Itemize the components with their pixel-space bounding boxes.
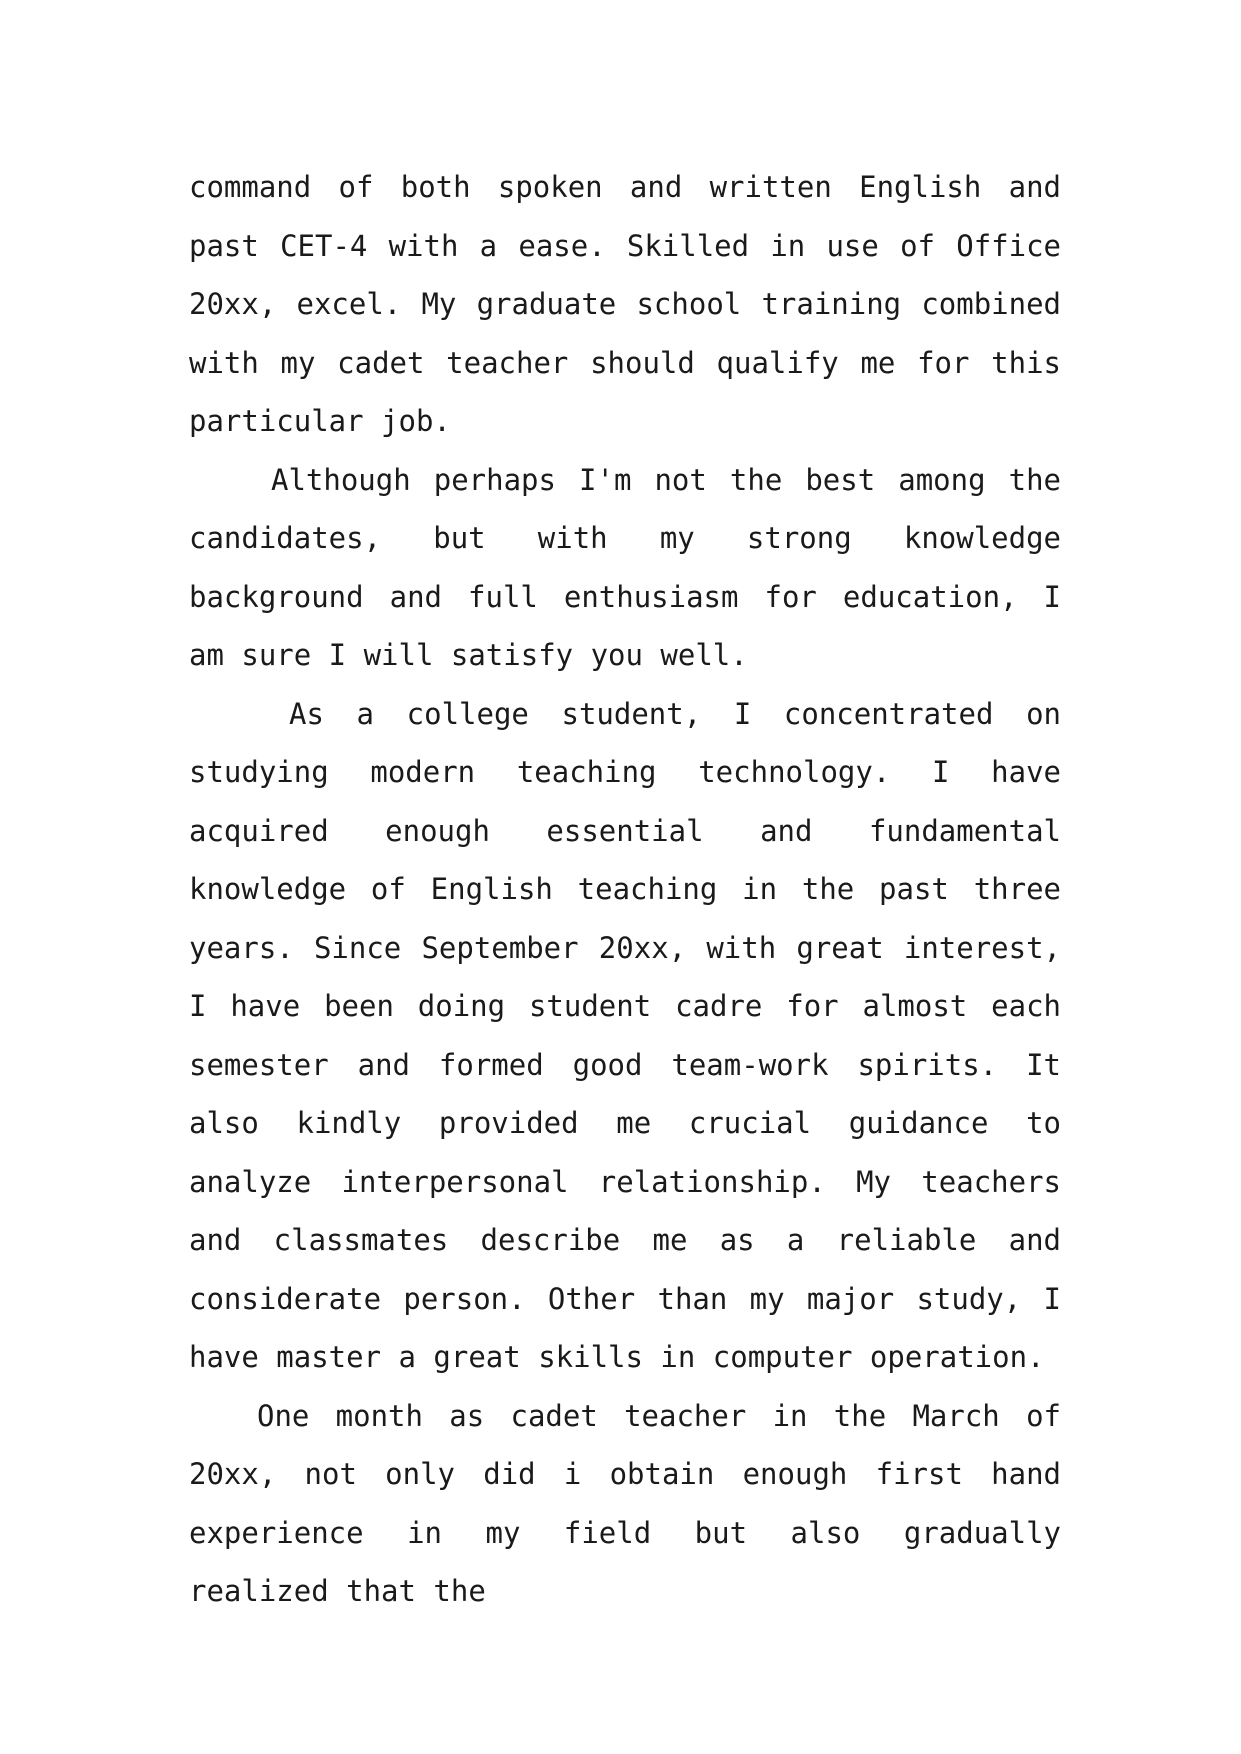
paragraph-1: command of both spoken and written English and past CET-4 with a ease. Skilled in use of Office 20xx, excel. My graduate school training combined with my cadet teacher should qualify me for this particular job.	[189, 170, 1061, 438]
paragraph-4: One month as cadet teacher in the March of 20xx, not only did i obtain enough first hand experience in my field but also gradually realized that the	[189, 1398, 1061, 1608]
paragraph-3: As a college student, I concentrated on studying modern teaching technology. I have acquired enough essential and fundamental knowledge of English teaching in the past three years. Since September 20xx, with great interest, I have been doing student cadre for almost each semester and formed good team-work spirits. It also kindly provided me crucial guidance to analyze interpersonal relationship. My teachers and classmates describe me as a reliable and considerate person. Other than my major study, I have master a great skills in computer operation.	[189, 696, 1061, 1374]
paragraph-2: Although perhaps I'm not the best among the candidates, but with my strong knowledge background and full enthusiasm for education, I am sure I will satisfy you well.	[189, 462, 1061, 672]
document-body	[189, 158, 1061, 1621]
